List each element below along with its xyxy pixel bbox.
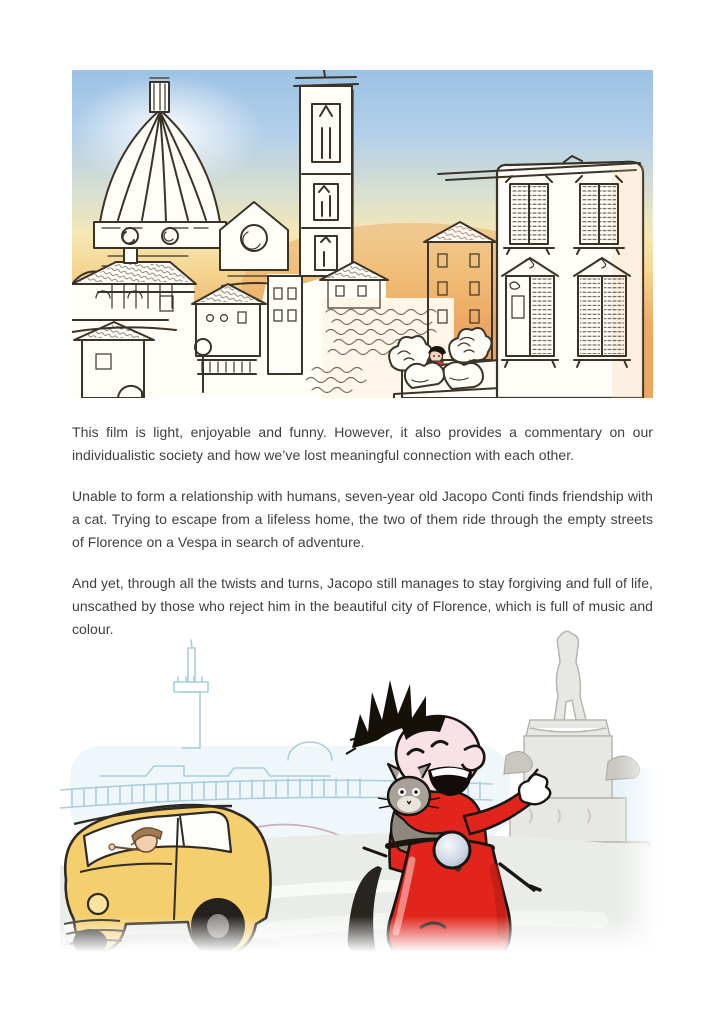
headlight	[88, 894, 108, 914]
paragraph-3: And yet, through all the twists and turns, Jacopo still manages to stay forgiving and full of life, unscathed by those who reject him in the beautiful city of Florence, which is full of music and colour.	[72, 575, 653, 637]
vespa-headlamp	[434, 832, 470, 868]
paragraph-2: Unable to form a relationship with humans, seven-year old Jacopo Conti finds friendship with a cat. Trying to escape from a lifeless home, the two of them ride through the empty streets of Florence on a Vespa in search of adventure.	[72, 488, 653, 550]
review-text	[72, 421, 653, 641]
statue-figure	[554, 631, 586, 722]
pedestal-cap	[526, 720, 610, 736]
florence-skyline-illustration	[72, 70, 653, 398]
ear	[462, 746, 484, 771]
right-fade	[616, 628, 660, 952]
bottom-fade	[60, 916, 660, 952]
paragraph-1: This film is light, enjoyable and funny. However, it also provides a commentary on our individualistic society and how we’ve lost meaningful connection with each other.	[72, 424, 653, 463]
palazzo-vecchio-tower-sketch	[174, 640, 208, 748]
vespa-scene-illustration	[60, 628, 660, 952]
giotto-bell-tower	[294, 70, 358, 276]
florence-skyline-svg	[72, 70, 653, 398]
vespa-scene-svg	[60, 628, 660, 952]
